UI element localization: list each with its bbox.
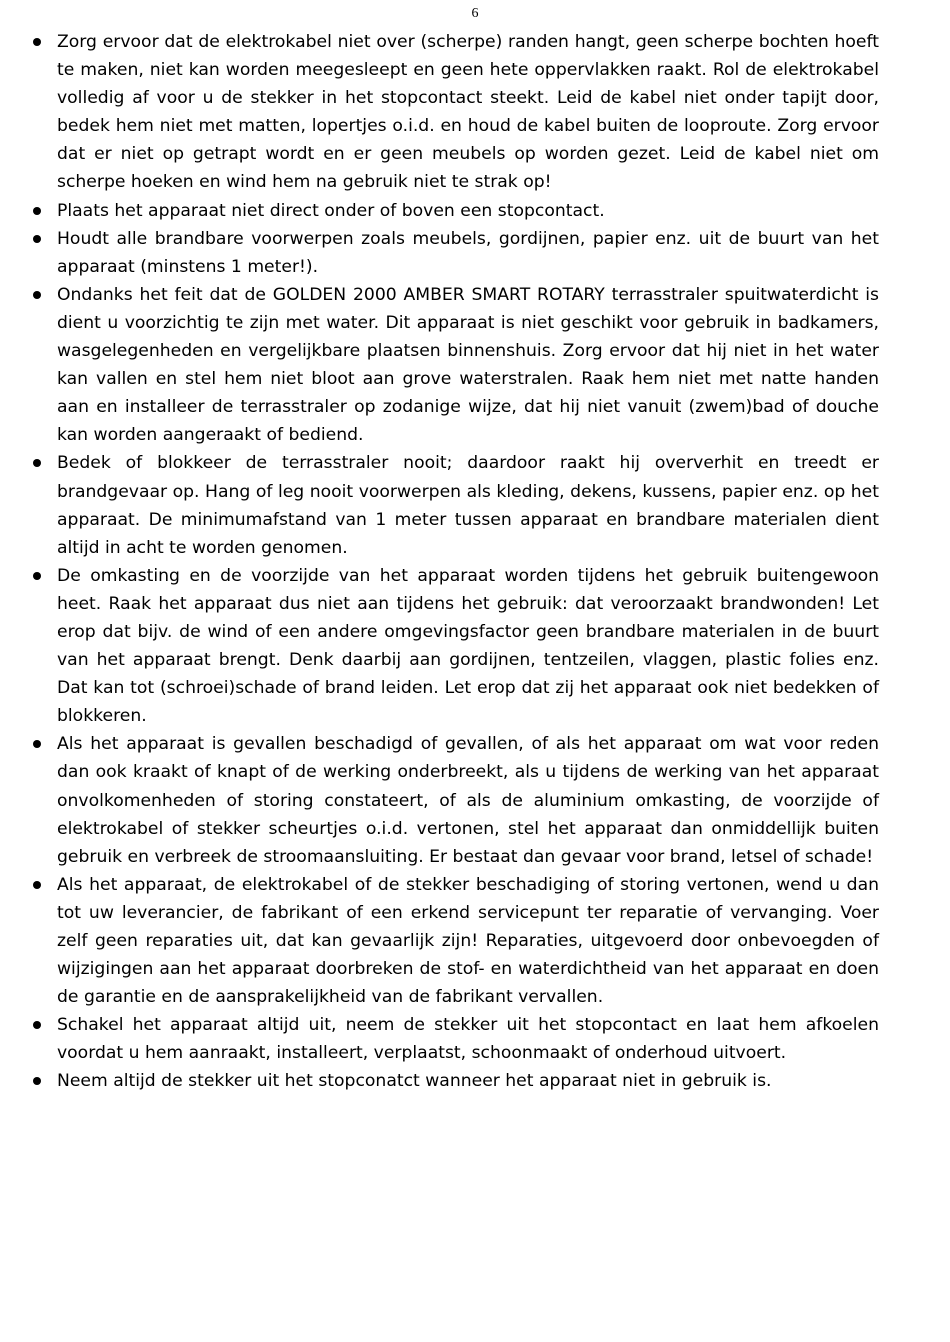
list-item-text: Schakel het apparaat altijd uit, neem de stekker uit het stopcontact en laat hem afkoelen voordat u hem aanraakt, installeert, verplaatst, schoonmaakt of onderhoud uitvoert. <box>57 1015 879 1064</box>
list-item-text: Zorg ervoor dat de elektrokabel niet over (scherpe) randen hangt, geen scherpe bochten hoeft te maken, niet kan worden meegesleept en geen hete oppervlakken raakt. Rol de elektrokabel volledig af voor u de stekker in het stopcontact steekt. Leid de kabel niet onder tapijt door, bedek hem niet met matten, lopertjes o.i.d. en houd de kabel buiten de looproute. Zorg ervoor dat er niet op getrapt wordt en er geen meubels op worden gezet. Leid de kabel niet om scherpe hoeken en wind hem na gebruik niet te strak op! <box>57 32 879 193</box>
list-item-text: De omkasting en de voorzijde van het apparaat worden tijdens het gebruik buitengewoon heet. Raak het apparaat dus niet aan tijdens het gebruik: dat veroorzaakt brandwonden! Let erop dat bijv. de wind of een andere omgevingsfactor geen brandbare materialen in de buurt van het apparaat brengt. Denk daarbij aan gordijnen, tentzeilen, vlaggen, plastic folies enz. Dat kan tot (schroei)schade of brand leiden. Let erop dat zij het apparaat ook niet bedekken of blokkeren. <box>57 565 879 727</box>
bullet-icon <box>33 572 41 580</box>
list-item <box>33 562 879 731</box>
list-item <box>33 449 879 561</box>
list-item-text: Houdt alle brandbare voorwerpen zoals meubels, gordijnen, papier enz. uit de buurt van het apparaat (minstens 1 meter!). <box>57 228 879 277</box>
list-item <box>33 197 879 225</box>
bullet-icon <box>33 1077 41 1085</box>
list-item <box>33 225 879 281</box>
list-item <box>33 871 879 1011</box>
list-item-text: Als het apparaat, de elektrokabel of de stekker beschadiging of storing vertonen, wend u dan tot uw leverancier, de fabrikant of een erkend servicepunt ter reparatie of vervanging. Voer zelf geen reparaties uit, dat kan gevaarlijk zijn! Reparaties, uitgevoerd door onbevoegden of wijzigingen aan het apparaat doorbreken de stof- en waterdichtheid van het apparaat en doen de garantie en de aansprakelijkheid van de fabrikant vervallen. <box>57 874 879 1008</box>
list-item <box>33 730 879 870</box>
page-number: 6 <box>471 6 479 21</box>
bullet-icon <box>33 740 41 748</box>
bullet-icon <box>33 881 41 889</box>
list-item <box>33 1011 879 1067</box>
list-item-text: Bedek of blokkeer de terrasstraler nooit; daardoor raakt hij oververhit en treedt er brandgevaar op. Hang of leg nooit voorwerpen als kleding, dekens, kussens, papier enz. op het apparaat. De minimumafstand van 1 meter tussen apparaat en brandbare materialen dient altijd in acht te worden genomen. <box>57 453 879 558</box>
list-item-text: Neem altijd de stekker uit het stopconatct wanneer het apparaat niet in gebruik is. <box>57 1071 772 1092</box>
bullet-icon <box>33 459 41 467</box>
list-item-text: Plaats het apparaat niet direct onder of boven een stopcontact. <box>57 200 605 221</box>
safety-instructions-list <box>33 28 879 1096</box>
list-item <box>33 28 879 197</box>
list-item <box>33 281 879 450</box>
list-item-text: Ondanks het feit dat de GOLDEN 2000 AMBER SMART ROTARY terrasstraler spuitwaterdicht is dient u voorzichtig te zijn met water. Dit apparaat is niet geschikt voor gebruik in badkamers, wasgelegenheden en vergelijkbare plaatsen binnenshuis. Zorg ervoor dat hij niet in het water kan vallen en stel hem niet bloot aan grove waterstralen. Raak hem niet met natte handen aan en installeer de terrasstraler op zodanige wijze, dat hij niet vanuit (zwem)bad of douche kan worden aangeraakt of bediend. <box>57 284 879 446</box>
bullet-icon <box>33 207 41 215</box>
list-item-text: Als het apparaat is gevallen beschadigd of gevallen, of als het apparaat om wat voor reden dan ook kraakt of knapt of de werking onderbreekt, als u tijdens de werking van het apparaat onvolkomenheden of storing constateert, of als de aluminium omkasting, de voorzijde of elektrokabel of stekker scheurtjes o.i.d. vertonen, stel het apparaat dan onmiddellijk buiten gebruik en verbreek de stroomaansluiting. Er bestaat dan gevaar voor brand, letsel of schade! <box>57 734 879 867</box>
bullet-icon <box>33 235 41 243</box>
list-item <box>33 1067 879 1095</box>
bullet-icon <box>33 1021 41 1029</box>
bullet-icon <box>33 291 41 299</box>
bullet-icon <box>33 38 41 46</box>
